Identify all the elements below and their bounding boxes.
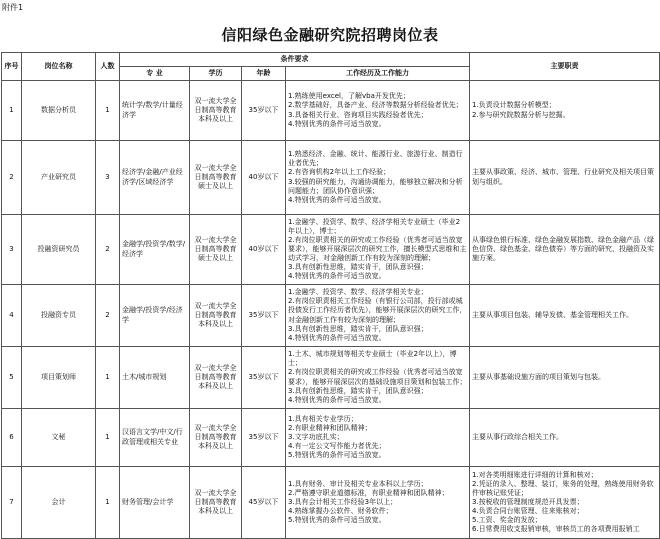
header-conditions: 条件要求 xyxy=(120,53,470,67)
cell-count: 1 xyxy=(96,467,120,539)
cell-seq: 5 xyxy=(2,347,22,409)
cell-education: 双一流大学全日制高等教育本科及以上 xyxy=(190,467,242,539)
cell-count: 2 xyxy=(96,215,120,285)
cell-experience: 1.金融学、投资学、数学、经济学相关专业； 2.有岗位职责相关工作经验（有银行公司部，投行部或城投债发行工作经历者优先），能够开展深层次的研究工作，对金融创新工作有较为深刻的理解； 3.具有创新性思维，踏实肯干，团队意识强； 4.特别优秀的条件可适当放宽。 xyxy=(286,285,470,347)
cell-age: 35岁以下 xyxy=(242,409,286,467)
cell-education: 双一流大学全日制高等教育本科及以上 xyxy=(190,347,242,409)
cell-education: 双一流大学全日制高等教育本科及以上 xyxy=(190,285,242,347)
cell-seq: 2 xyxy=(2,141,22,215)
cell-major: 财务管理/会计学 xyxy=(120,467,190,539)
cell-position: 文秘 xyxy=(22,409,96,467)
header-position: 岗位名称 xyxy=(22,53,96,81)
cell-position: 数据分析员 xyxy=(22,81,96,141)
cell-major: 金融学/投资学/经济学 xyxy=(120,285,190,347)
cell-count: 1 xyxy=(96,81,120,141)
cell-count: 2 xyxy=(96,285,120,347)
cell-duties: 主要从事基础设施方面的项目策划与包装。 xyxy=(470,347,660,409)
table-row xyxy=(2,409,660,467)
cell-age: 35岁以下 xyxy=(242,285,286,347)
cell-seq: 7 xyxy=(2,467,22,539)
table-row xyxy=(2,347,660,409)
cell-position: 项目策划师 xyxy=(22,347,96,409)
cell-experience: 1.具有相关专业学历； 2.有职业精神和团队精神； 3.文字功底扎实； 4.有一定公文写作能力者优先； 5.特别优秀的条件可适当放宽。 xyxy=(286,409,470,467)
cell-duties: 主要从事行政综合相关工作。 xyxy=(470,409,660,467)
table-row xyxy=(2,285,660,347)
cell-position: 会计 xyxy=(22,467,96,539)
cell-major: 统计学/数学/计量经济学 xyxy=(120,81,190,141)
header-seq: 序号 xyxy=(2,53,22,81)
table-row xyxy=(2,81,660,141)
header-count: 人数 xyxy=(96,53,120,81)
cell-major: 金融学/投资学/数学/经济学 xyxy=(120,215,190,285)
recruitment-table xyxy=(1,52,660,539)
cell-experience: 1.土木、城市规划等相关专业硕士（毕业2年以上），博士； 2.有岗位职责相关的研究或工作经验（优秀者可适当放宽要求），能够开展深层次的基础设施项目策划和包装工作； 3.具有创新性思维，踏实肯干，团队意识强； 4.特别优秀的条件可适当放宽。 xyxy=(286,347,470,409)
cell-major: 经济学/金融/产业经济学/区域经济学 xyxy=(120,141,190,215)
header-experience: 工作经历及工作能力 xyxy=(286,67,470,81)
cell-seq: 6 xyxy=(2,409,22,467)
header-major: 专 业 xyxy=(120,67,190,81)
cell-education: 双一流大学全日制高等教育硕士及以上 xyxy=(190,141,242,215)
table-row xyxy=(2,141,660,215)
header-education: 学历 xyxy=(190,67,242,81)
cell-duties: 1.负责设计数据分析模型； 2.参与研究院数据分析与挖掘。 xyxy=(470,81,660,141)
attachment-label: 附件1 xyxy=(2,3,24,12)
table-row xyxy=(2,215,660,285)
cell-position: 产业研究员 xyxy=(22,141,96,215)
cell-age: 45岁以下 xyxy=(242,467,286,539)
table-row xyxy=(2,467,660,539)
cell-duties: 主要从事项目包装、辅导发债、基金管理相关工作。 xyxy=(470,285,660,347)
cell-age: 35岁以下 xyxy=(242,347,286,409)
cell-duties: 主要从事政策、经济、城市、管理、行业研究及相关项目策划与组织。 xyxy=(470,141,660,215)
cell-age: 40岁以下 xyxy=(242,215,286,285)
cell-position: 投融资专员 xyxy=(22,285,96,347)
cell-age: 40岁以下 xyxy=(242,141,286,215)
cell-seq: 4 xyxy=(2,285,22,347)
cell-count: 1 xyxy=(96,347,120,409)
cell-age: 35岁以下 xyxy=(242,81,286,141)
cell-experience: 1.具有财务、审计及相关专业本科以上学历； 2.严格遵守职业道德标准，有职业精神和团队精神； 3.具有会计相关工作经验3年以上； 4.熟练掌握办公软件、财务软件； 5.特别优秀的条件可适当放宽。 xyxy=(286,467,470,539)
cell-count: 3 xyxy=(96,141,120,215)
cell-experience: 1.熟练使用excel，了解vba开发优先； 2.数学基础好，具备产业、经济等数据分析经验者优先； 3.具备相关行业、咨询项目实践经验者优先； 4.特别优秀的条件可适当放宽。 xyxy=(286,81,470,141)
cell-position: 投融资研究员 xyxy=(22,215,96,285)
cell-count: 1 xyxy=(96,409,120,467)
cell-seq: 1 xyxy=(2,81,22,141)
cell-seq: 3 xyxy=(2,215,22,285)
cell-major: 土木/城市规划 xyxy=(120,347,190,409)
cell-education: 双一流大学全日制高等教育本科及以上 xyxy=(190,409,242,467)
cell-experience: 1.金融学、投资学、数学、经济学相关专业硕士（毕业2年以上），博士； 2.有岗位职责相关的研究或工作经验（优秀者可适当放宽要求），能够开展深层次的研究工作，擅长模型式思维和主动式学习，对金融创新工作有较为深刻的理解； 3.具有创新性思维，踏实肯干，团队意识强； 4.特别优秀的条件可适当放宽。 xyxy=(286,215,470,285)
header-age: 年龄 xyxy=(242,67,286,81)
cell-education: 双一流大学全日制高等教育本科及以上 xyxy=(190,81,242,141)
header-duties: 主要职责 xyxy=(470,53,660,81)
page-title: 信阳绿色金融研究院招聘岗位表 xyxy=(221,26,439,44)
cell-duties: 1.对各类明细账进行详细的计算和核对； 2.凭证的录入、整理、装订，账务的处理，熟练使用财务软件审核记账凭证； 3.按税收的管理制度规范开具发票； 4.负责合同台账管理、往来账核对； 5.工资、奖金的发放； 6.日常费用收支报销审核，审核员工的各项费用报销工 xyxy=(470,467,660,539)
cell-major: 汉语言文学/中文/行政管理或相关专业 xyxy=(120,409,190,467)
cell-experience: 1.熟悉经济、金融、统计、能源行业、旅游行业、制造行业者优先； 2.有咨询机构2年以上工作经验； 3.较强的研究能力，沟通协调能力，能够独立解决和分析问题能力；团队协作意识强； 4.特别优秀的条件可适当放宽。 xyxy=(286,141,470,215)
cell-duties: 从事绿色银行标准、绿色金融发展指数、绿色金融产品（绿色信贷、绿色基金、绿色债券）等方面的研究、投融资及实施方案。 xyxy=(470,215,660,285)
cell-education: 双一流大学全日制高等教育硕士及以上 xyxy=(190,215,242,285)
